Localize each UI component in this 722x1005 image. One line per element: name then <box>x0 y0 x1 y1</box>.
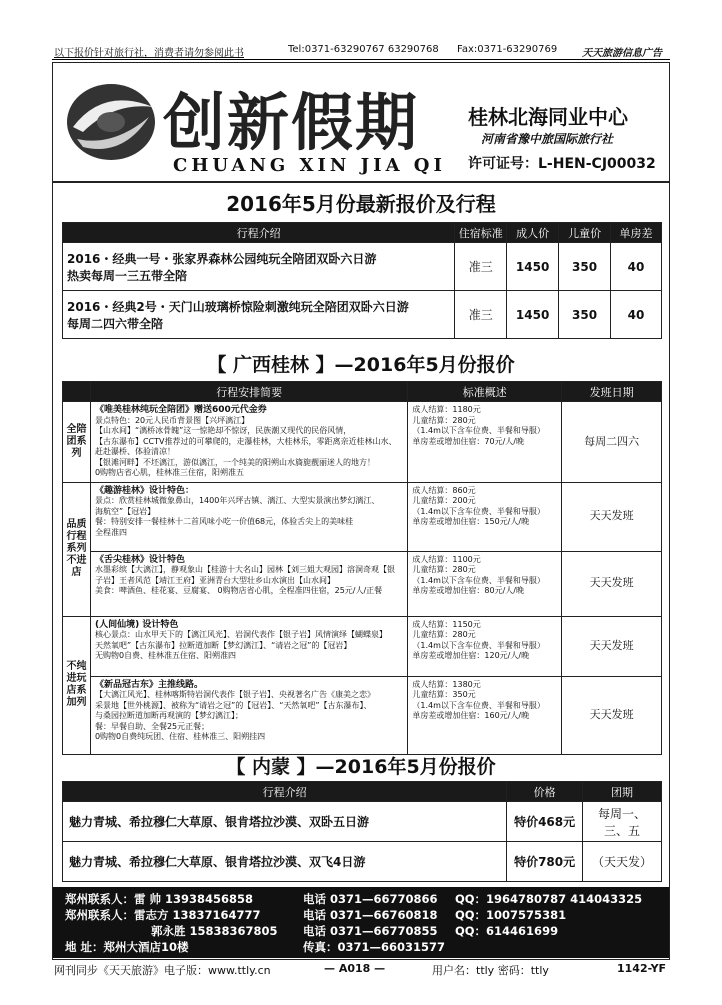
col-adult: 成人价 <box>507 223 559 243</box>
fax-number: 传真：0371—66031577 <box>303 940 446 954</box>
contact-person: 郭永胜 15838367805 <box>151 924 278 938</box>
contact-qq: QQ：614461699 <box>455 924 559 938</box>
contact-person: 郑州联系人：雷志方 13837164777 <box>65 908 261 922</box>
header <box>53 63 669 183</box>
agency-name: 河南省豫中旅国际旅行社 <box>481 132 614 146</box>
contact-person: 郑州联系人：雷 帅 13938456858 <box>65 892 254 906</box>
date-cell: 每周二四六 <box>562 402 662 483</box>
category-cell: 品质行程系列不进店 <box>63 482 91 616</box>
col-itinerary: 行程安排简要 <box>90 382 407 402</box>
brand-pinyin: CHUANG XIN JIA QI <box>173 155 446 176</box>
contact-block <box>53 887 669 958</box>
license-number: 许可证号：L-HEN-CJ00032 <box>468 156 656 172</box>
date-cell: （天天发） <box>583 842 662 882</box>
footer-login: 用户名：ttly 密码：ttly <box>432 964 549 977</box>
route-line: 热卖每周一三五带全陪 <box>67 268 188 283</box>
contact-phone: 电话 0371—66770866 <box>303 892 438 906</box>
price-cell: 特价468元 <box>507 802 583 842</box>
page-number: — A018 — <box>324 962 386 975</box>
route-line: 2016・经典一号・张家界森林公园纯玩全陪团双卧六日游 <box>67 251 377 266</box>
tel-text: Tel:0371-63290767 63290768 <box>288 44 439 55</box>
table-row: 品质行程系列不进店 《趣游桂林》设计特色： 景点：欣赏桂林城微象鼻山，1400年兴坪古镇、漓江、大型实景演出梦幻漓江、 海航空”【冠岩】 餐：特别安排一餐桂林十二首风味小吃一价值68元，体验舌尖上的美味桂 全程准四 成人结算：860元 儿童结算：200元 （1.4m以下含车位费、半餐和导服） 单房差或增加住宿：150元/人/晚 天天发班 <box>63 482 662 551</box>
route-cell: 魅力青城、希拉穆仁大草原、银肯塔拉沙漠、双飞4日游 <box>63 842 507 882</box>
hunan-title: 2016年5月份最新报价及行程 <box>226 192 496 216</box>
std-cell: 准三 <box>455 291 507 339</box>
date-cell: 天天发班 <box>562 482 662 551</box>
col-single: 单房差 <box>611 223 662 243</box>
contact-qq: QQ：1007575381 <box>455 908 567 922</box>
guilin-table <box>62 381 662 755</box>
hunan-table <box>62 222 662 339</box>
category-cell: 不纯进玩店系加列 <box>63 616 91 754</box>
col-date: 团期 <box>583 782 662 802</box>
contact-phone: 电话 0371—66760818 <box>303 908 438 922</box>
table-row: 不纯进玩店系加列 (人间仙境) 设计特色 核心景点：山水甲天下的【漓江风光】、岩洞代表作【银子岩】风情演绎【蝴蝶泉】 天然氧吧”【古东瀑布】拉断道加断【梦幻漓江】、“请岩之冠”的【冠岩】 无购物0自费、桂林准五住宿、阳朔准四 成人结算：1150元 儿童结算：280元 （1.4m以下含车位费、半餐和导服） 单房差或增加住宿：120元/人/晚 天天发班 <box>63 616 662 676</box>
contact-phone: 电话 0371—66770855 <box>303 924 438 938</box>
swirl-logo-icon <box>63 77 159 167</box>
date-cell: 每周一、三、五 <box>583 802 662 842</box>
single-cell: 40 <box>611 291 662 339</box>
contact-qq: QQ：1964780787 414043325 <box>455 892 643 906</box>
adult-cell: 1450 <box>507 291 559 339</box>
col-route: 行程介绍 <box>63 782 507 802</box>
table-row: 全陪团系列 《唯美桂林纯玩全陪团》赠送600元代金券 景点特色：20元人民币背景图【兴坪漓江】 【山水间】“漓桥冰骨魄”这一惊艳却不惊讶，民族潮又现代的民俗风情， 【古东瀑布】CCTV推荐过的可攀爬的，走瀑桂林，大桂林乐，零距离亲近桂林山水、赶赴瀑桥、体验清凉！ 【银滩河畔】不坯漓江，游似漓江，一个纯美的阳朔山水旖旎靓丽迷人的地方！ 0购物店省心肌，桂林准三住宿，阳朔准五 成人结算：1180元 儿童结算：280元 （1.4m以下含车位费、半餐和导服） 单房差或增加住宿：70元/人/晚 每周二四六 <box>63 402 662 483</box>
table-row <box>63 243 662 291</box>
neimeng-title: 【 内蒙 】—2016年5月份报价 <box>226 756 496 778</box>
notice-text: 以下报价针对旅行社，消费者请勿参阅此书 <box>54 48 244 59</box>
table-row: 《新品冠古东》主推线路。 【大漓江风光】、桂林喀斯特岩洞代表作【银子岩】、央视著名广告《康美之恋》 采景地【世外桃源】、被称为“请岩之冠”的【冠岩】、“天然氧吧”【古东瀑布】、 与桑园拉断道加断再观演的【梦幻漓江】； 餐：早餐自助、全餐25元正餐； 0购物0自费纯玩团、住宿、桂林准三、阳朔挂四 成人结算：1380元 儿童结算：350元 （1.4m以下含车位费、半餐和导服） 单房差或增加住宿：160元/人/晚 天天发班 <box>63 676 662 754</box>
table-row <box>63 802 662 842</box>
company-name: 桂林北海同业中心 <box>468 105 628 129</box>
date-cell: 天天发班 <box>562 551 662 616</box>
col-standard: 标准概述 <box>408 382 562 402</box>
brand-name: 创新假期 <box>163 86 420 159</box>
child-cell: 350 <box>559 243 611 291</box>
adult-cell: 1450 <box>507 243 559 291</box>
footer-code: 1142-YF <box>617 962 667 975</box>
table-row: 《舌尖桂林》设计特色 水墨彩缤【大漓江】，静观象山【桂游十大名山】园林【刘三姐大观园】溶洞奇观【银 子岩】王者风范【靖江王府】亚洲青台大型壮乡山水演出【山水间】 美食：啤酒鱼、桂花宴、豆腐宴、 0购物店省心肌，全程准四住宿，25元/人/正餐 成人结算：1100元 儿童结算：280元 （1.4m以下含车位费、半餐和导服） 单房差或增加住宿：80元/人/晚 天天发班 <box>63 551 662 616</box>
ad-label: 天天旅游信息广告 <box>582 48 662 59</box>
price-cell: 特价780元 <box>507 842 583 882</box>
col-std: 住宿标准 <box>455 223 507 243</box>
table-row <box>63 291 662 339</box>
guilin-title: 【 广西桂林 】—2016年5月份报价 <box>207 354 515 376</box>
fax-text: Fax:0371-63290769 <box>457 44 558 55</box>
col-child: 儿童价 <box>559 223 611 243</box>
top-info-bar <box>52 42 670 60</box>
neimeng-table <box>62 781 662 882</box>
child-cell: 350 <box>559 291 611 339</box>
table-row <box>63 842 662 882</box>
footer-website: 网刊同步《天天旅游》电子版：www.ttly.cn <box>54 964 271 977</box>
col-route: 行程介绍 <box>63 223 455 243</box>
date-cell: 天天发班 <box>562 616 662 676</box>
route-line: 2016・经典2号・天门山玻璃桥惊险刺激纯玩全陪团双卧六日游 <box>67 299 409 314</box>
route-cell: 魅力青城、希拉穆仁大草原、银肯塔拉沙漠、双卧五日游 <box>63 802 507 842</box>
route-line: 每周二四六带全陪 <box>67 316 164 331</box>
single-cell: 40 <box>611 243 662 291</box>
col-date: 发班日期 <box>562 382 662 402</box>
address: 地 址：郑州大酒店10楼 <box>65 940 189 954</box>
std-cell: 准三 <box>455 243 507 291</box>
col-price: 价格 <box>507 782 583 802</box>
category-cell: 全陪团系列 <box>63 402 91 483</box>
date-cell: 天天发班 <box>562 676 662 754</box>
